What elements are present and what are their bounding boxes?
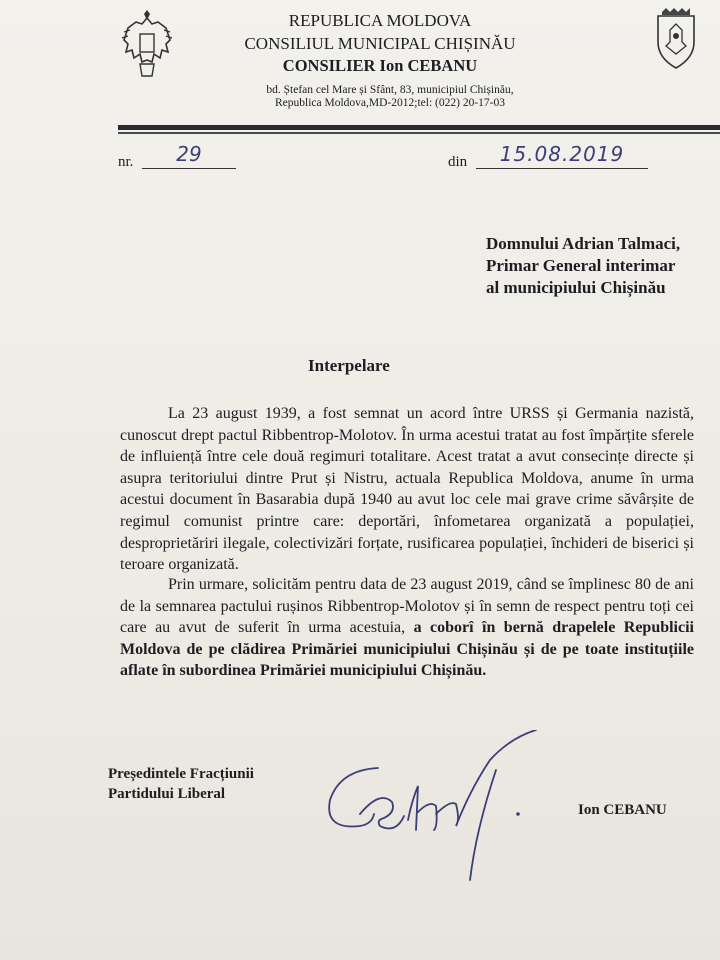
- registration-number-value: 29: [142, 142, 236, 169]
- signatory-party: Partidului Liberal: [108, 786, 226, 802]
- body-paragraph-2-text: Prin urmare, solicităm pentru data de 23 august 2019, când se împlinesc 80 de ani de la semnarea pactului rușinos Ribbentrop-Molotov și în semn de respect pentru toți cei care au avut de suferit în urma acestuia,: [120, 576, 694, 637]
- header-divider-thin: [118, 132, 720, 134]
- header-council: CONSILIUL MUNICIPAL CHIȘINĂU: [244, 34, 516, 53]
- addressee-name: Domnului Adrian Talmaci,: [486, 234, 681, 253]
- body-paragraph-2-request: a coborî în bernă drapelele Republicii Moldova de pe clădirea Primăriei municipiului Chișinău și de pe toate instituțiile aflate în subordinea Primăriei municipiului Chișinău.: [120, 619, 694, 680]
- signatory-role: Președintele Fracțiunii: [108, 766, 254, 782]
- body-paragraph-1: La 23 august 1939, a fost semnat un acord între URSS și Germania nazistă, cunoscut drept pactul Ribbentrop-Molotov. În urma acestui tratat au fost împărțite sferele de influiență între cele două regimuri totalitare. Acest tratat a avut consecințe directe și asupra teritoriului dintre Prut și Nistru, actuala Republica Moldova, anume în urma acestui document în Basarabia după 1940 au avut loc cele mai grave crime săvârșite de regimul comunist printre care: deportări, înfometarea organizată a populației, desproprietăriri ilegale, colectivizări forțate, rusificarea populației, închideri de biserici și teroare organizată.: [120, 405, 694, 574]
- signatory-name: Ion CEBANU: [578, 802, 667, 818]
- header-address: bd. Ștefan cel Mare și Sfânt, 83, municipiul Chișinău,: [266, 84, 514, 96]
- registration-date-value: 15.08.2019: [476, 142, 648, 169]
- chisinau-coat-of-arms-icon: [650, 8, 702, 70]
- header-councillor: CONSILIER Ion CEBANU: [282, 56, 478, 75]
- registration-number-label: nr.: [118, 154, 134, 170]
- header-country: REPUBLICA MOLDOVA: [288, 11, 472, 30]
- addressee-title: Primar General interimar: [486, 256, 676, 275]
- moldova-coat-of-arms-icon: [118, 10, 176, 80]
- registration-date-label: din: [448, 154, 468, 170]
- document-title: Interpelare: [308, 356, 390, 375]
- body-paragraph-2: [120, 574, 694, 682]
- handwritten-signature: [300, 730, 570, 890]
- header-address-contact: Republica Moldova,MD-2012;tel: (022) 20-17-03: [275, 97, 505, 109]
- addressee-institution: al municipiului Chișinău: [486, 278, 666, 297]
- header-divider: [118, 125, 720, 130]
